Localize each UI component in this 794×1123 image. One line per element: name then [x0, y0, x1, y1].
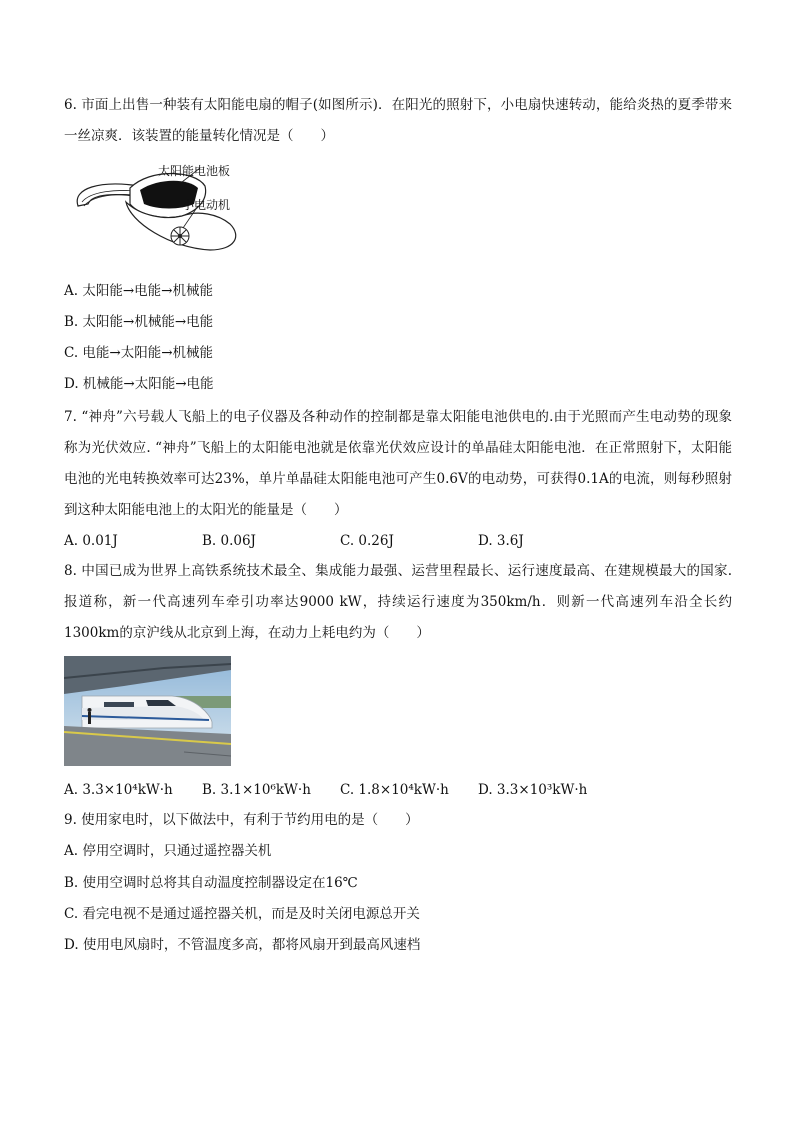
- q8-option-a: A. 3.3×10⁴kW·h: [64, 782, 173, 798]
- q9-option-b: B. 使用空调时总将其自动温度控制器设定在16℃: [64, 875, 358, 891]
- q8-option-b: B. 3.1×10⁶kW·h: [202, 782, 311, 798]
- motor-label: 小电动机: [182, 198, 231, 212]
- q8-option-c: C. 1.8×10⁴kW·h: [340, 782, 449, 798]
- question-7-stem: 7. “神舟”六号载人飞船上的电子仪器及各种动作的控制都是靠太阳能电池供电的.由于光照而产生电动势的现象称为光伏效应. “神舟”飞船上的太阳能电池就是依靠光伏效应设计的单晶硅太阳能电池．在正常照射下，太阳能电池的光电转换效率可达23%，单片单晶硅太阳能电池可产生0.6V的电动势，可获得0.1A的电流，则每秒照射到这种太阳能电池上的太阳光的能量是（ ）: [64, 409, 732, 518]
- question-9-stem: 9. 使用家电时，以下做法中，有利于节约用电的是（ ）: [64, 812, 419, 828]
- q8-option-d: D. 3.3×10³kW·h: [478, 782, 588, 798]
- solar-panel-label: 太阳能电池板: [158, 164, 231, 178]
- q7-option-c: C. 0.26J: [340, 533, 394, 549]
- q9-option-d: D. 使用电风扇时，不管温度多高，都将风扇开到最高风速档: [64, 937, 421, 953]
- q6-option-c: C. 电能→太阳能→机械能: [64, 345, 214, 361]
- question-8-stem: 8. 中国已成为世界上高铁系统技术最全、集成能力最强、运营里程最长、运行速度最高、在建规模最大的国家.报道称，新一代高速列车牵引功率达9000 kW，持续运行速度为350km/h．则新一代高速列车沿全长约1300km的京沪线从北京到上海，在动力上耗电约为（ ）: [64, 563, 732, 641]
- question-6-stem: 6. 市面上出售一种装有太阳能电扇的帽子(如图所示)．在阳光的照射下，小电扇快速转动，能给炎热的夏季带来一丝凉爽．该装置的能量转化情况是（ ）: [64, 97, 732, 144]
- q7-option-d: D. 3.6J: [478, 533, 524, 549]
- q9-option-a: A. 停用空调时，只通过遥控器关机: [64, 843, 272, 859]
- high-speed-train-photo: [64, 656, 231, 766]
- q7-option-a: A. 0.01J: [64, 533, 118, 549]
- q6-option-d: D. 机械能→太阳能→电能: [64, 376, 214, 392]
- solar-fan-hat-figure: [70, 158, 250, 260]
- q9-option-c: C. 看完电视不是通过遥控器关机，而是及时关闭电源总开关: [64, 906, 420, 922]
- q6-option-a: A. 太阳能→电能→机械能: [64, 283, 213, 299]
- train-illustration: [64, 656, 231, 766]
- q7-option-b: B. 0.06J: [202, 533, 256, 549]
- q6-option-b: B. 太阳能→机械能→电能: [64, 314, 214, 330]
